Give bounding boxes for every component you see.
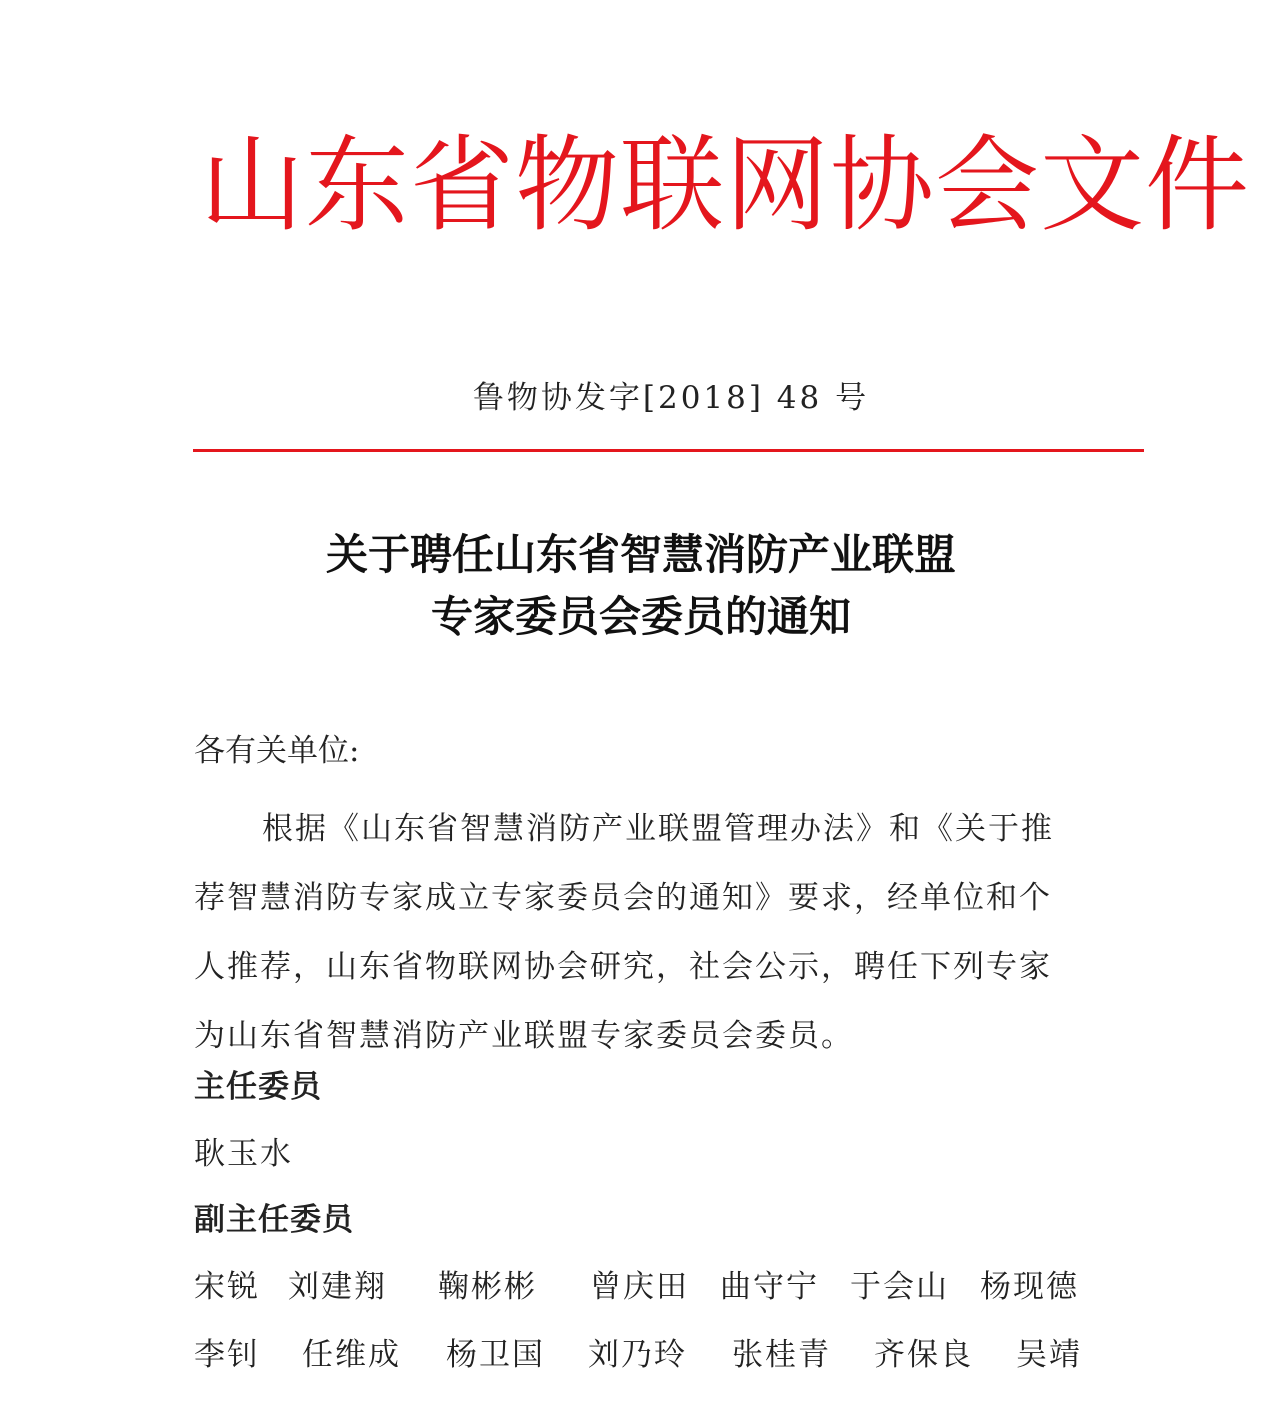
member-name: 张桂青 bbox=[732, 1337, 831, 1373]
body-paragraph bbox=[194, 795, 1084, 1071]
red-divider-line bbox=[193, 449, 1144, 452]
member-name: 刘乃玲 bbox=[588, 1337, 687, 1373]
deputy-director-heading: 副主任委员 bbox=[194, 1202, 354, 1238]
member-name: 鞠彬彬 bbox=[438, 1269, 537, 1305]
member-name: 李钊 bbox=[194, 1337, 260, 1373]
member-name: 吴靖 bbox=[1016, 1337, 1082, 1373]
notice-title-line-1: 关于聘任山东省智慧消防产业联盟 bbox=[325, 530, 956, 579]
body-line: 人推荐，山东省物联网协会研究，社会公示，聘任下列专家 bbox=[194, 949, 1052, 985]
member-name: 杨卫国 bbox=[446, 1337, 545, 1373]
member-name: 齐保良 bbox=[874, 1337, 973, 1373]
body-line: 荐智慧消防专家成立专家委员会的通知》要求，经单位和个 bbox=[194, 880, 1052, 916]
notice-title bbox=[196, 524, 1086, 648]
issuing-organization-title: 山东省物联网协会文件 bbox=[200, 124, 1251, 246]
member-name: 杨现德 bbox=[980, 1269, 1079, 1305]
member-name: 任维成 bbox=[302, 1337, 401, 1373]
director-heading: 主任委员 bbox=[194, 1069, 322, 1105]
member-name: 曾庆田 bbox=[590, 1269, 689, 1305]
member-name: 刘建翔 bbox=[288, 1269, 387, 1305]
deputy-names-row-2 bbox=[194, 1332, 1094, 1378]
director-name: 耿玉水 bbox=[194, 1136, 293, 1172]
member-name: 曲守宁 bbox=[720, 1269, 819, 1305]
body-line: 为山东省智慧消防产业联盟专家委员会委员。 bbox=[194, 1018, 854, 1054]
deputy-names-row-1 bbox=[194, 1264, 1094, 1310]
notice-title-line-2: 专家委员会委员的通知 bbox=[430, 592, 851, 641]
body-line: 根据《山东省智慧消防产业联盟管理办法》和《关于推 bbox=[262, 811, 1054, 847]
member-name: 宋锐 bbox=[194, 1269, 260, 1305]
salutation: 各有关单位: bbox=[194, 733, 360, 769]
member-name: 于会山 bbox=[850, 1269, 949, 1305]
document-number: 鲁物协发字[2018] 48 号 bbox=[472, 380, 870, 416]
